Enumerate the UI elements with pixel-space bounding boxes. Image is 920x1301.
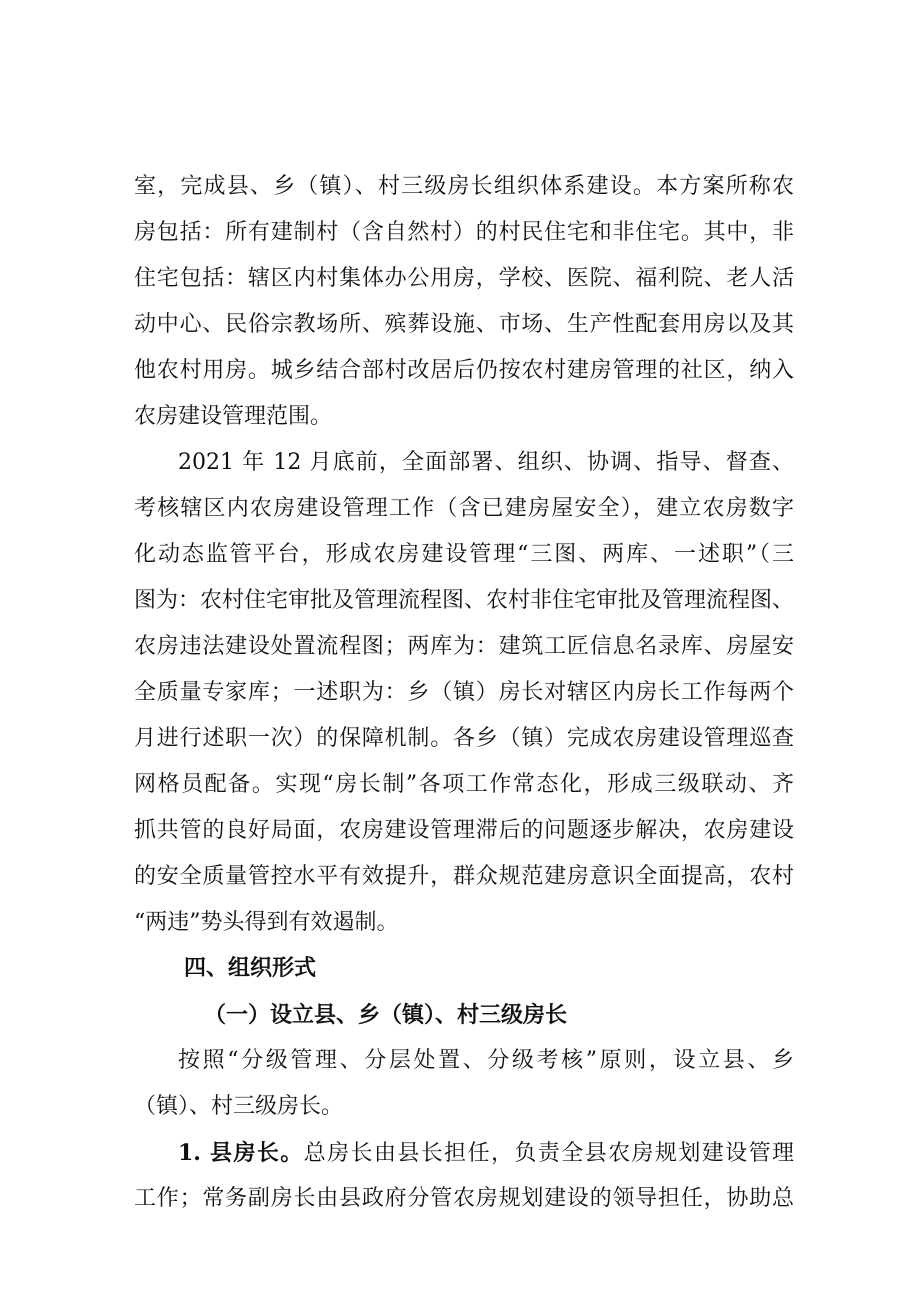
body-line: 抓共管的良好局面，农房建设管理滞后的问题逐步解决，农房建设 (134, 818, 794, 843)
item-1-continuation: 工作；常务副房长由县政府分管农房规划建设的领导担任，协助总 (134, 1186, 794, 1211)
body-line: 化动态监管平台，形成农房建设管理“三图、两库、一述职”（三 (134, 542, 794, 567)
body-line: 农房违法建设处置流程图；两库为：建筑工匠信息名录库、房屋安 (134, 634, 794, 659)
document-body (134, 164, 794, 1222)
body-line: 住宅包括：辖区内村集体办公用房，学校、医院、福利院、老人活 (134, 266, 794, 291)
body-line: “两违”势头得到有效遏制。 (134, 910, 399, 935)
body-line: 全质量专家库；一述职为：乡（镇）房长对辖区内房长工作每两个 (134, 680, 794, 705)
principle-line: 按照“分级管理、分层处置、分级考核”原则，设立县、乡 (178, 1048, 794, 1073)
subsection-heading: （一）设立县、乡（镇）、村三级房长 (204, 1002, 568, 1028)
principle-line: （镇）、村三级房长。 (134, 1094, 344, 1119)
body-line: 室，完成县、乡（镇）、村三级房长组织体系建设。本方案所称农 (134, 174, 794, 199)
body-line: 动中心、民俗宗教场所、殡葬设施、市场、生产性配套用房以及其 (134, 312, 794, 337)
item-1-line (134, 1130, 794, 1176)
item-1-text: 总房长由县长担任，负责全县农房规划建设管理 (303, 1141, 794, 1166)
body-line: 的安全质量管控水平有效提升，群众规范建房意识全面提高，农村 (134, 864, 794, 889)
paragraph-start-line: 2021 年 12 月底前，全面部署、组织、协调、指导、督查、 (178, 450, 794, 475)
body-line: 农房建设管理范围。 (134, 404, 333, 429)
body-line: 房包括：所有建制村（含自然村）的村民住宅和非住宅。其中，非 (134, 220, 794, 245)
body-line: 网格员配备。实现“房长制”各项工作常态化，形成三级联动、齐 (134, 772, 794, 797)
section-heading: 四、组织形式 (184, 956, 317, 981)
body-line: 月进行述职一次）的保障机制。各乡（镇）完成农房建设管理巡查 (134, 726, 794, 751)
body-line: 图为：农村住宅审批及管理流程图、农村非住宅审批及管理流程图、 (134, 588, 794, 613)
body-line: 他农村用房。城乡结合部村改居后仍按农村建房管理的社区，纳入 (134, 358, 794, 383)
item-1-label: 1. 县房长。 (178, 1140, 304, 1166)
body-line: 考核辖区内农房建设管理工作（含已建房屋安全），建立农房数字 (134, 496, 794, 521)
